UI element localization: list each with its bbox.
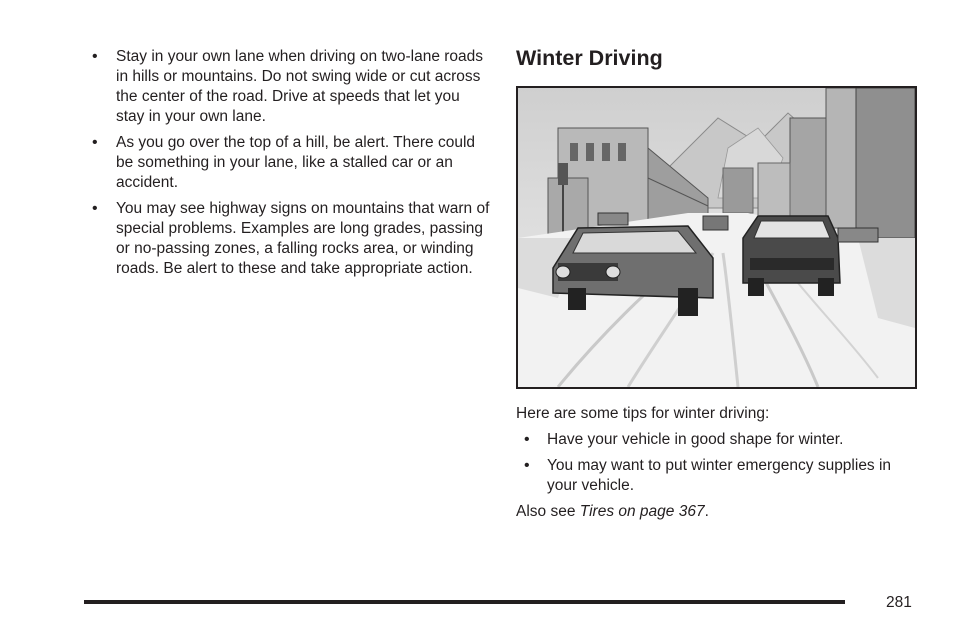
list-item-text: Stay in your own lane when driving on two-lane roads in hills or mountains. Do not swing wide or cut across the center of the road. Drive at speeds that let you stay in your own lane.	[116, 48, 484, 125]
bullet-icon: •	[524, 457, 530, 474]
bullet-icon: •	[92, 134, 98, 151]
list-item	[92, 199, 492, 279]
list-item-text: As you go over the top of a hill, be alert. There could be something in your lane, like a stalled car or an accident.	[116, 134, 476, 191]
list-item	[92, 47, 492, 127]
cross-reference: Tires on page 367	[579, 503, 705, 520]
page-number: 281	[886, 594, 912, 611]
right-column	[516, 44, 918, 522]
bullet-icon: •	[524, 431, 530, 448]
bullet-icon: •	[92, 48, 98, 65]
list-item-text: You may see highway signs on mountains that warn of special problems. Examples are long grades, passing or no-passing zones, a falling rocks area, or winding roads. Be alert to these and take appropriate action.	[116, 200, 490, 277]
footer-rule	[84, 600, 845, 604]
also-see-text	[516, 502, 918, 522]
left-column	[92, 47, 492, 285]
list-item	[516, 430, 918, 450]
intro-text: Here are some tips for winter driving:	[516, 405, 770, 422]
winter-street-illustration	[516, 86, 917, 389]
also-see-suffix: .	[704, 503, 709, 520]
list-item	[92, 133, 492, 193]
winter-street-drawing	[518, 88, 915, 387]
list-item-text: Have your vehicle in good shape for winter.	[547, 431, 844, 448]
left-bullet-list	[92, 47, 492, 279]
list-item	[516, 456, 918, 496]
section-heading: Winter Driving	[516, 46, 663, 70]
right-bullet-list	[516, 430, 918, 496]
list-item-text: You may want to put winter emergency supplies in your vehicle.	[547, 457, 892, 494]
bullet-icon: •	[92, 200, 98, 217]
also-see-prefix: Also see	[516, 503, 580, 520]
